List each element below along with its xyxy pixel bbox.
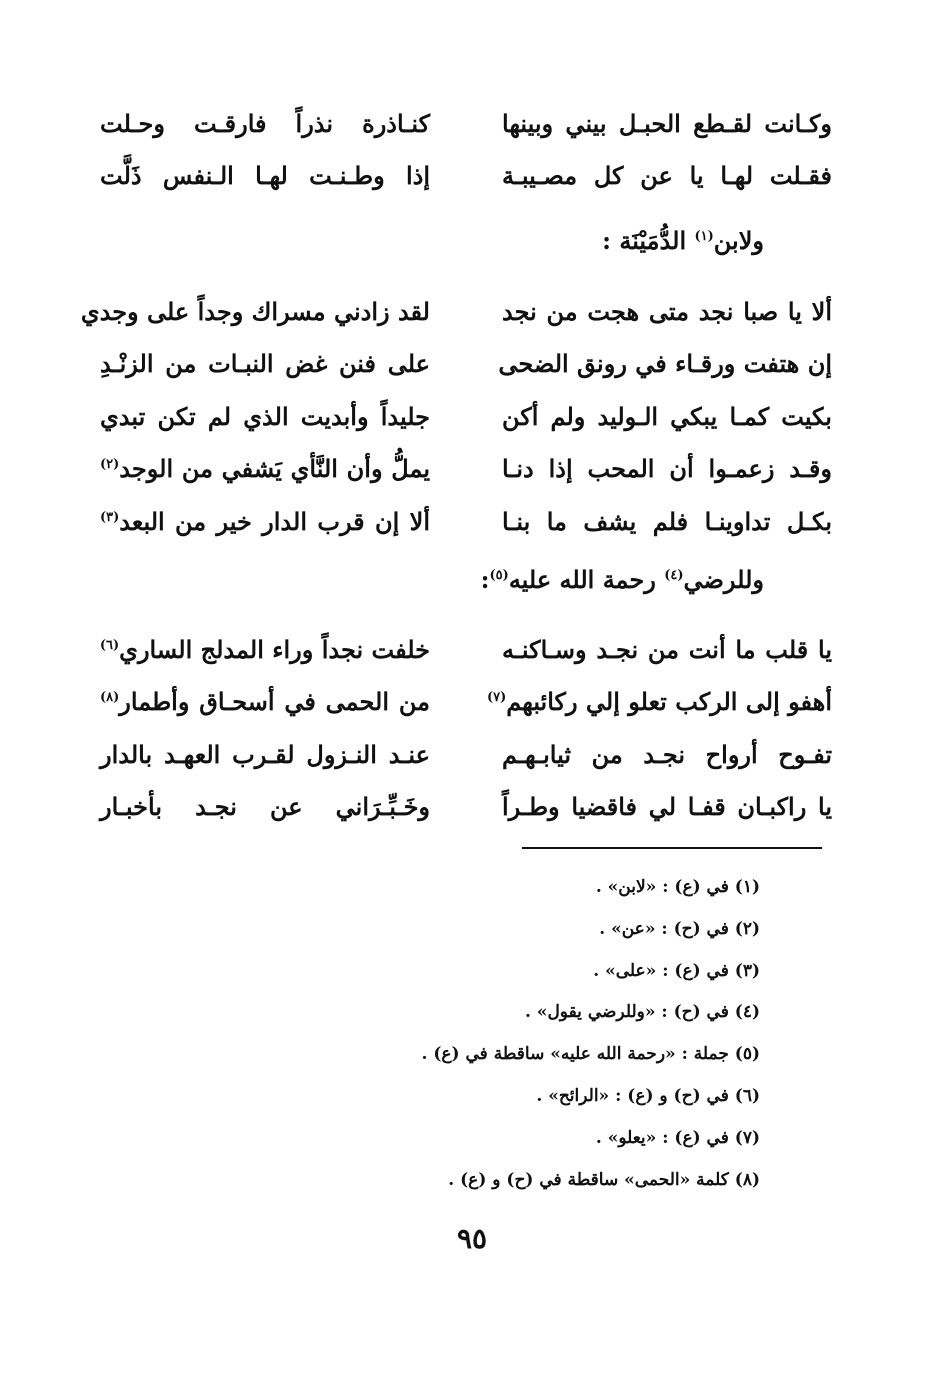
verse-second-hemistich [100,454,430,483]
verse-row [100,443,832,496]
footnotes [422,872,760,1206]
verse-first-hemistich: يا قلب ما أنت من نجـد وسـاكنـه [502,634,832,664]
heading-text: وللرضي [683,565,764,594]
verse-second-hemistich: وخَـبِّـرَاني عن نجـد بأخبـار [100,792,430,822]
verse-first-hemistich: تفـوح أرواح نجـد من ثيابـهـم [502,739,832,769]
verse-second-hemistich: على فنن غض النبـات من الزنْـدِ [100,349,430,379]
verse-first-hemistich: بكـل تداوينـا فلم يشف ما بنـا [502,506,832,536]
footnote: (٣) في (ع) : «على» . [593,960,760,981]
footnote: (٦) في (ح) و (ع) : «الرائح» . [536,1085,760,1106]
footnote: (٤) في (ح) : «وللرضي يقول» . [524,1002,760,1023]
verse-first-hemistich: يا راكبـان قفـا لي فاقضيا وطـراً [502,792,832,822]
footnote-ref: (٤) [664,568,684,583]
verse-second-hemistich: جليداً وأبديت الذي لم تكن تبدي [100,401,430,431]
verse-row [100,676,832,729]
verse-first-hemistich: إن هتفت ورقـاء في رونق الضحى [498,349,832,379]
footnote-ref: (٥) [489,568,509,583]
hemistich-text: من الحمى في أسحـاق وأطمار [119,687,430,717]
verse-second-hemistich: كنـاذرة نذراً فارقـت وحـلت [100,108,430,138]
verse-second-hemistich: إذا وطـنـت لهـا الـنفس ذَلَّت [100,161,430,191]
footnote: (١) في (ع) : «لابن» . [595,877,760,897]
poem-2 [80,285,832,548]
footnote-ref: (٣) [100,509,120,525]
poem-3 [100,623,832,833]
section-heading-al-radi [481,565,764,594]
footnote-ref: (٧) [486,690,507,706]
footnote: (٧) في (ع) : «يعلو» . [595,1127,760,1148]
footnote: (٨) كلمة «الحمى» ساقطة في (ح) و (ع) . [448,1169,760,1190]
hemistich-text: ألا إن قرب الدار خير من البعد [119,506,430,536]
verse-row [100,728,832,781]
verse-second-hemistich: لقد زادني مسراك وجداً على وجدي [80,296,430,326]
verse-row [100,390,832,443]
heading-text-end: : [480,565,490,594]
heading-text: ولابن [713,226,764,255]
hemistich-text: أهفو إلى الركب تعلو إلي ركائبهم [506,687,832,717]
verse-first-hemistich: بكيت كمـا يبكي الـوليد ولم أكن [502,401,832,431]
verse-row [100,338,832,391]
footnote-ref: (٦) [99,637,120,653]
footnote: (٢) في (ح) : «عن» . [599,918,760,939]
heading-text-mid: رحمة الله عليه [508,565,665,594]
section-heading-ibn-dumayna [602,226,764,255]
verse-first-hemistich: فقـلت لهـا يا عن كل مصـيبـة [502,161,832,191]
verse-second-hemistich [100,687,430,716]
verse-row [80,285,832,338]
verse-first-hemistich: وقـد زعمـوا أن المحب إذا دنـا [502,454,832,484]
hemistich-text: خلفت نجداً وراء المدلج الساري [119,634,430,664]
footnote: (٥) جملة : «رحمة الله عليه» ساقطة في (ع) . [421,1044,760,1065]
footnote-ref: (٢) [100,457,120,473]
footnote-separator [522,847,822,849]
footnote-ref: (١) [694,229,714,244]
verse-row [100,781,832,834]
verse-second-hemistich [100,635,430,664]
heading-text-rest: الدُّمَيْنَة : [602,226,695,255]
verse-first-hemistich: وكـانت لقـطع الحبـل بيني وبينها [502,108,832,138]
page-number: ٩٥ [456,1222,488,1255]
footnote-ref: (٨) [100,690,120,706]
verse-row [100,495,832,548]
verse-row [100,97,832,150]
verse-second-hemistich: عنـد النـزول لقـرب العهـد بالدار [100,739,430,769]
poem-1 [100,97,832,202]
verse-second-hemistich [100,507,430,536]
hemistich-text: يملُّ وأن النَّأي يَشفي من الوجد [119,454,430,484]
verse-row [100,150,832,203]
verse-first-hemistich: ألا يا صبا نجد متى هجت من نجد [502,296,832,326]
verse-row [100,623,832,676]
verse-first-hemistich [486,687,832,717]
